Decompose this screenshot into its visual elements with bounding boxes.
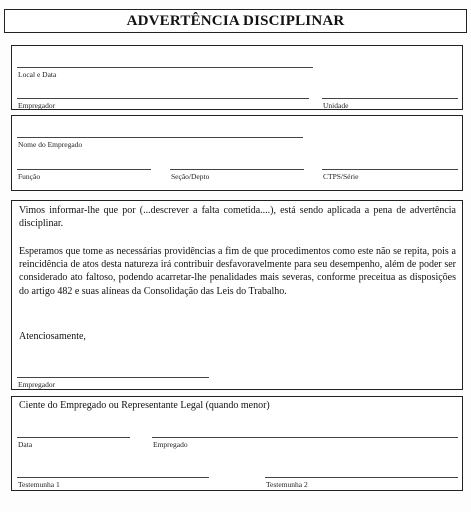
local-data-line[interactable]: [17, 67, 313, 68]
ciente-heading: Ciente do Empregado ou Representante Legal (quando menor): [19, 400, 270, 411]
empregado-label: Empregado: [153, 440, 188, 449]
unidade-line[interactable]: [322, 98, 458, 99]
letter-paragraph-2: Esperamos que tome as necessárias providências a fim de que procedimentos como este não se repita, pois a reincidência de atos desta natureza irá contribuir desfavoravelmente para seu desempenho, além de poder ser considerado ato faltoso, podendo acarretar-lhe penalidades mais severas, conforme preceitua as disposições do artigo 482 e suas alíneas da Consolidação das Leis do Trabalho.: [19, 246, 456, 297]
employee-section: [11, 115, 463, 191]
testemunha-2-line[interactable]: [265, 477, 458, 478]
empregador-signature-label: Empregador: [18, 380, 56, 389]
letter-section: [11, 200, 463, 390]
data-line[interactable]: [17, 437, 130, 438]
empregador-signature-line[interactable]: [17, 377, 209, 378]
document-title: ADVERTÊNCIA DISCIPLINAR: [126, 13, 345, 29]
empregado-line[interactable]: [152, 437, 458, 438]
funcao-label: Função: [18, 172, 41, 181]
funcao-line[interactable]: [17, 169, 151, 170]
secao-depto-label: Seção/Depto: [171, 172, 210, 181]
empregador-label: Empregador: [18, 101, 56, 110]
title-box: [4, 9, 467, 33]
closing-text: Atenciosamente,: [19, 331, 86, 342]
letter-paragraph-1: Vimos informar-lhe que por (...descrever a falta cometida....), está sendo aplicada a pena de advertência disciplinar.: [19, 205, 456, 230]
empregador-line[interactable]: [17, 98, 309, 99]
nome-empregado-label: Nome do Empregado: [18, 140, 83, 149]
testemunha-1-line[interactable]: [17, 477, 209, 478]
ctps-serie-line[interactable]: [322, 169, 458, 170]
local-data-label: Local e Data: [18, 70, 57, 79]
testemunha-2-label: Testemunha 2: [266, 480, 308, 489]
unidade-label: Unidade: [323, 101, 349, 110]
ciente-section: [11, 396, 463, 491]
data-label: Data: [18, 440, 33, 449]
nome-empregado-line[interactable]: [17, 137, 303, 138]
testemunha-1-label: Testemunha 1: [18, 480, 60, 489]
header-section: [11, 45, 463, 110]
secao-depto-line[interactable]: [170, 169, 304, 170]
ctps-serie-label: CTPS/Série: [323, 172, 359, 181]
